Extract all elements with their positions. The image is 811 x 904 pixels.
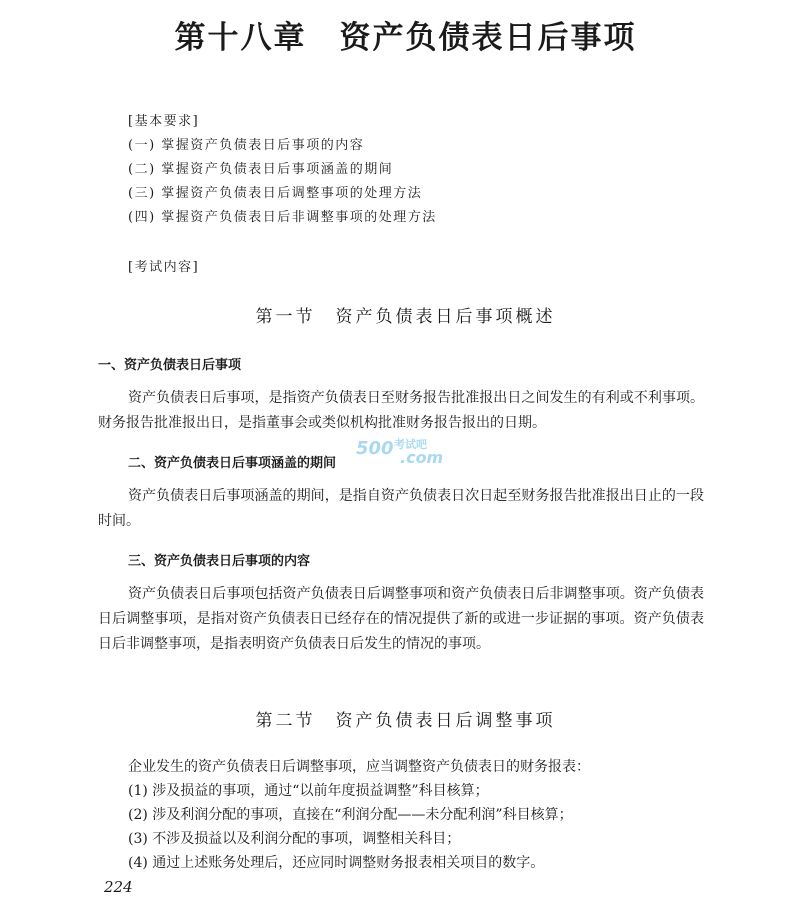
requirement-item: (一) 掌握资产负债表日后事项的内容 — [128, 138, 365, 153]
requirements-label: [基本要求] — [128, 114, 200, 129]
section-1-heading-1: 一、资产负债表日后事项 — [98, 358, 242, 373]
exam-content-label: [考试内容] — [128, 260, 200, 275]
requirement-item: (四) 掌握资产负债表日后非调整事项的处理方法 — [128, 210, 437, 225]
section-1-heading-3: 三、资产负债表日后事项的内容 — [128, 554, 311, 569]
watermark-logo — [356, 440, 466, 472]
section-1-paragraph-2: 资产负债表日后事项涵盖的期间，是指自资产负债表日次日起至财务报告批准报出日止的一段时间。 — [98, 488, 704, 529]
section-2-intro: 企业发生的资产负债表日后调整事项，应当调整资产负债表日的财务报表： — [128, 759, 590, 775]
section-2-item: (3) 不涉及损益以及利润分配的事项，调整相关科目； — [128, 831, 461, 847]
section-1-paragraph-3: 资产负债表日后事项包括资产负债表日后调整事项和资产负债表日后非调整事项。资产负债表日后调整事项，是指对资产负债表日已经存在的情况提供了新的或进一步证据的事项。资产负债表日后非调整事项，是指表明资产负债表日后发生的情况的事项。 — [98, 586, 704, 652]
section-1-title: 第一节 资产负债表日后事项概述 — [255, 307, 556, 327]
watermark-domain: .com — [400, 448, 444, 467]
requirement-item: (二) 掌握资产负债表日后事项涵盖的期间 — [128, 162, 394, 177]
section-2-item: (1) 涉及损益的事项，通过“以前年度损益调整”科目核算； — [128, 783, 489, 799]
section-1-paragraph-1: 资产负债表日后事项，是指资产负债表日至财务报告批准报出日之间发生的有利或不利事项。财务报告批准报出日，是指董事会或类似机构批准财务报告报出的日期。 — [98, 390, 704, 431]
section-1-heading-2: 二、资产负债表日后事项涵盖的期间 — [128, 456, 337, 471]
section-2-item: (2) 涉及利润分配的事项，直接在“利润分配——未分配利润”科目核算； — [128, 807, 573, 823]
chapter-title: 第十八章 资产负债表日后事项 — [174, 20, 637, 56]
section-2-item: (4) 通过上述账务处理后，还应同时调整财务报表相关项目的数字。 — [128, 855, 545, 871]
page-number: 224 — [104, 878, 133, 896]
section-2-title: 第二节 资产负债表日后调整事项 — [255, 711, 556, 731]
watermark-brand: 考试吧 — [394, 438, 427, 451]
requirement-item: (三) 掌握资产负债表日后调整事项的处理方法 — [128, 186, 423, 201]
watermark-number: 500 — [356, 438, 394, 459]
